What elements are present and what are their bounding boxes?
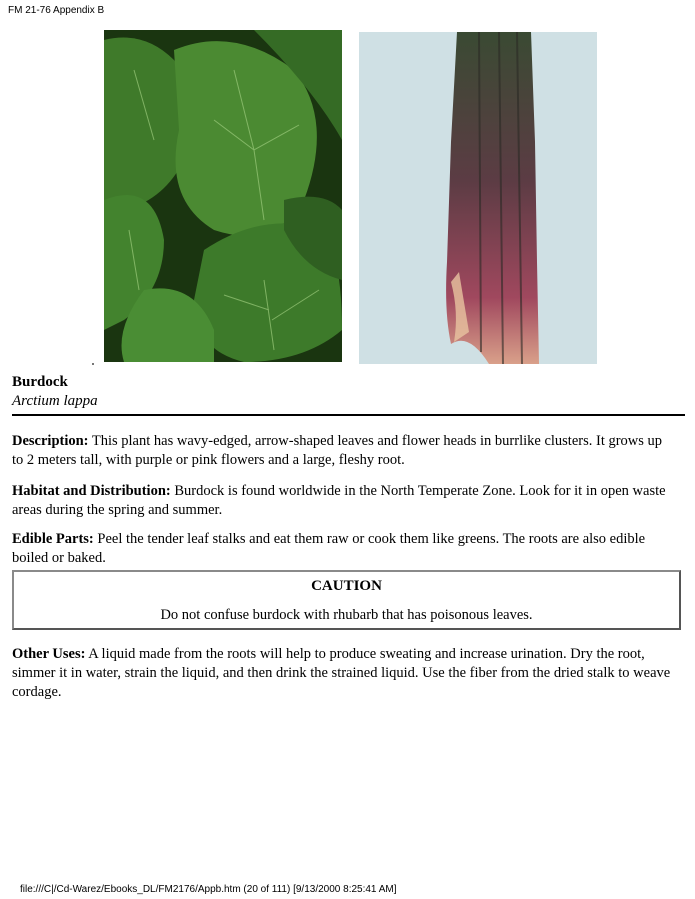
description-paragraph	[12, 432, 676, 470]
stray-dot	[92, 363, 94, 365]
plant-latin-name: Arctium lappa	[12, 393, 98, 409]
habitat-label: Habitat and Distribution:	[12, 483, 171, 499]
edible-label: Edible Parts:	[12, 531, 94, 547]
description-text: This plant has wavy-edged, arrow-shaped leaves and flower heads in burrlike clusters. It grows up to 2 meters tall, with purple or pink flowers and a large, fleshy root.	[12, 433, 663, 468]
caution-title: CAUTION	[311, 578, 382, 594]
other-uses-text: A liquid made from the roots will help to produce sweating and increase urination. Dry the root, simmer it in water, strain the liquid, and then drink the strained liquid. Use the fiber from the dried stalk to weave cordage.	[12, 646, 671, 700]
habitat-text: Burdock is found worldwide in the North Temperate Zone. Look for it in open waste areas during the spring and summer.	[12, 483, 666, 518]
leaves-illustration-icon	[104, 30, 342, 362]
plant-common-name: Burdock	[12, 374, 68, 390]
section-divider	[12, 414, 685, 416]
habitat-paragraph	[12, 482, 676, 520]
page-footer: file:///C|/Cd-Warez/Ebooks_DL/FM2176/Appb.htm (20 of 111) [9/13/2000 8:25:41 AM]	[20, 884, 397, 895]
other-uses-label: Other Uses:	[12, 646, 86, 662]
burdock-leaves-photo	[104, 30, 342, 362]
caution-text: Do not confuse burdock with rhubarb that has poisonous leaves.	[160, 607, 533, 623]
burdock-stalk-photo	[359, 32, 597, 364]
stalk-illustration-icon	[359, 32, 597, 364]
caution-box	[12, 570, 681, 630]
edible-parts-paragraph	[12, 530, 676, 568]
page-header: FM 21-76 Appendix B	[8, 5, 105, 16]
description-label: Description:	[12, 433, 89, 449]
other-uses-paragraph	[12, 645, 676, 702]
edible-text: Peel the tender leaf stalks and eat them raw or cook them like greens. The roots are also edible boiled or baked.	[12, 531, 646, 566]
